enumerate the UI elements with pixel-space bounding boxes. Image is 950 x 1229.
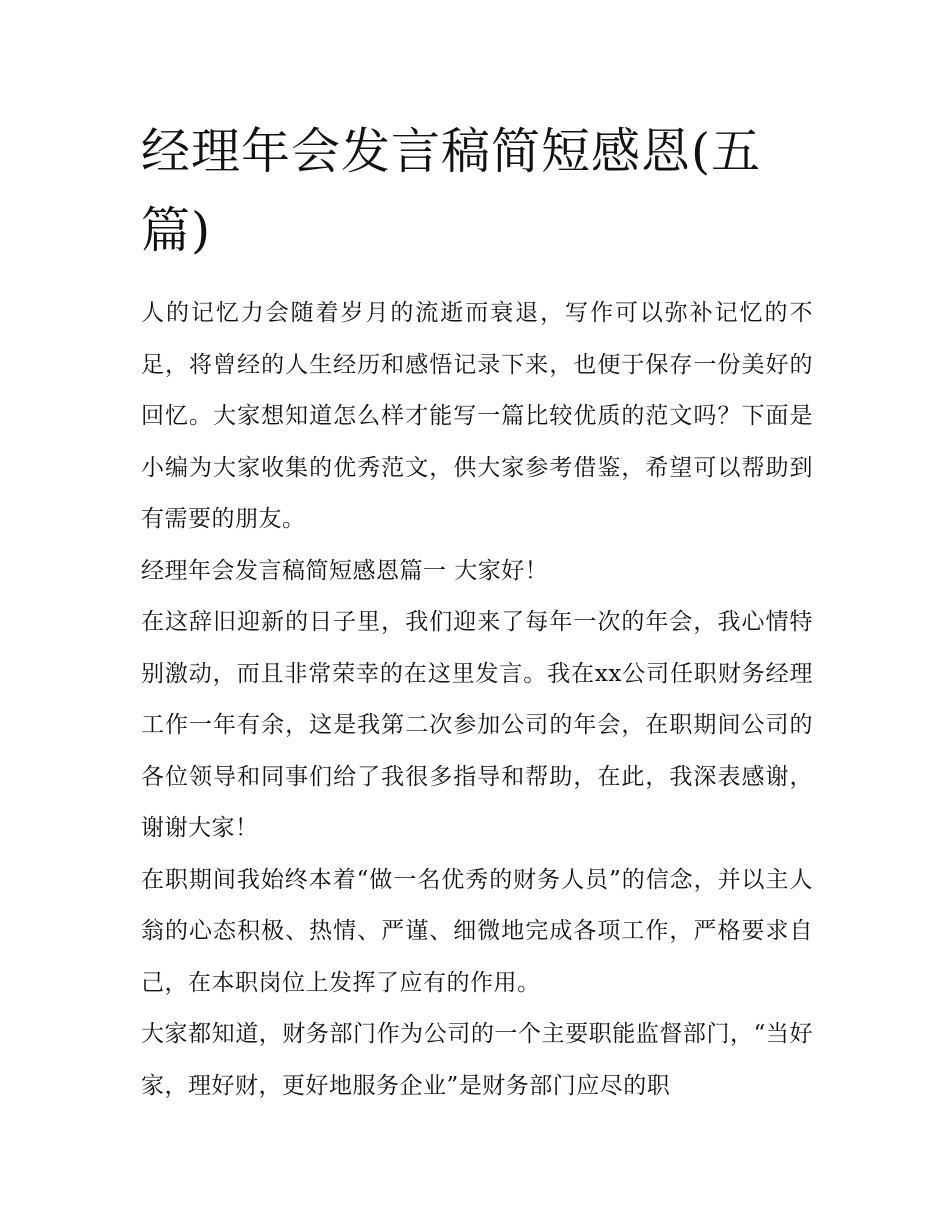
paragraph-belief: 在职期间我始终本着“做一名优秀的财务人员”的信念，并以主人翁的心态积极、热情、严谨、细微地完成各项工作，严格要求自己，在本职岗位上发挥了应有的作用。 [141, 866, 813, 996]
paragraph-intro: 人的记忆力会随着岁月的流逝而衰退，写作可以弥补记忆的不足，将曾经的人生经历和感悟记录下来，也便于保存一份美好的回忆。大家想知道怎么样才能写一篇比较优质的范文吗？下面是小编为大家收集的优秀范文，供大家参考借鉴，希望可以帮助到有需要的朋友。 [141, 300, 813, 532]
document-content [141, 112, 813, 1112]
paragraph-section-heading: 经理年会发言稿简短感恩篇一 大家好！ [141, 557, 549, 584]
document-body [141, 288, 813, 1112]
document-title: 经理年会发言稿简短感恩(五篇) [141, 123, 762, 259]
paragraph-greeting: 在这辞旧迎新的日子里，我们迎来了每年一次的年会，我心情特别激动，而且非常荣幸的在这里发言。我在xx公司任职财务经理工作一年有余，这是我第二次参加公司的年会，在职期间公司的各位领导和同事们给了我很多指导和帮助，在此，我深表感谢，谢谢大家！ [141, 609, 813, 841]
paragraph-finance-dept: 大家都知道，财务部门作为公司的一个主要职能监督部门，“当好家，理好财，更好地服务企业”是财务部门应尽的职 [141, 1021, 813, 1099]
